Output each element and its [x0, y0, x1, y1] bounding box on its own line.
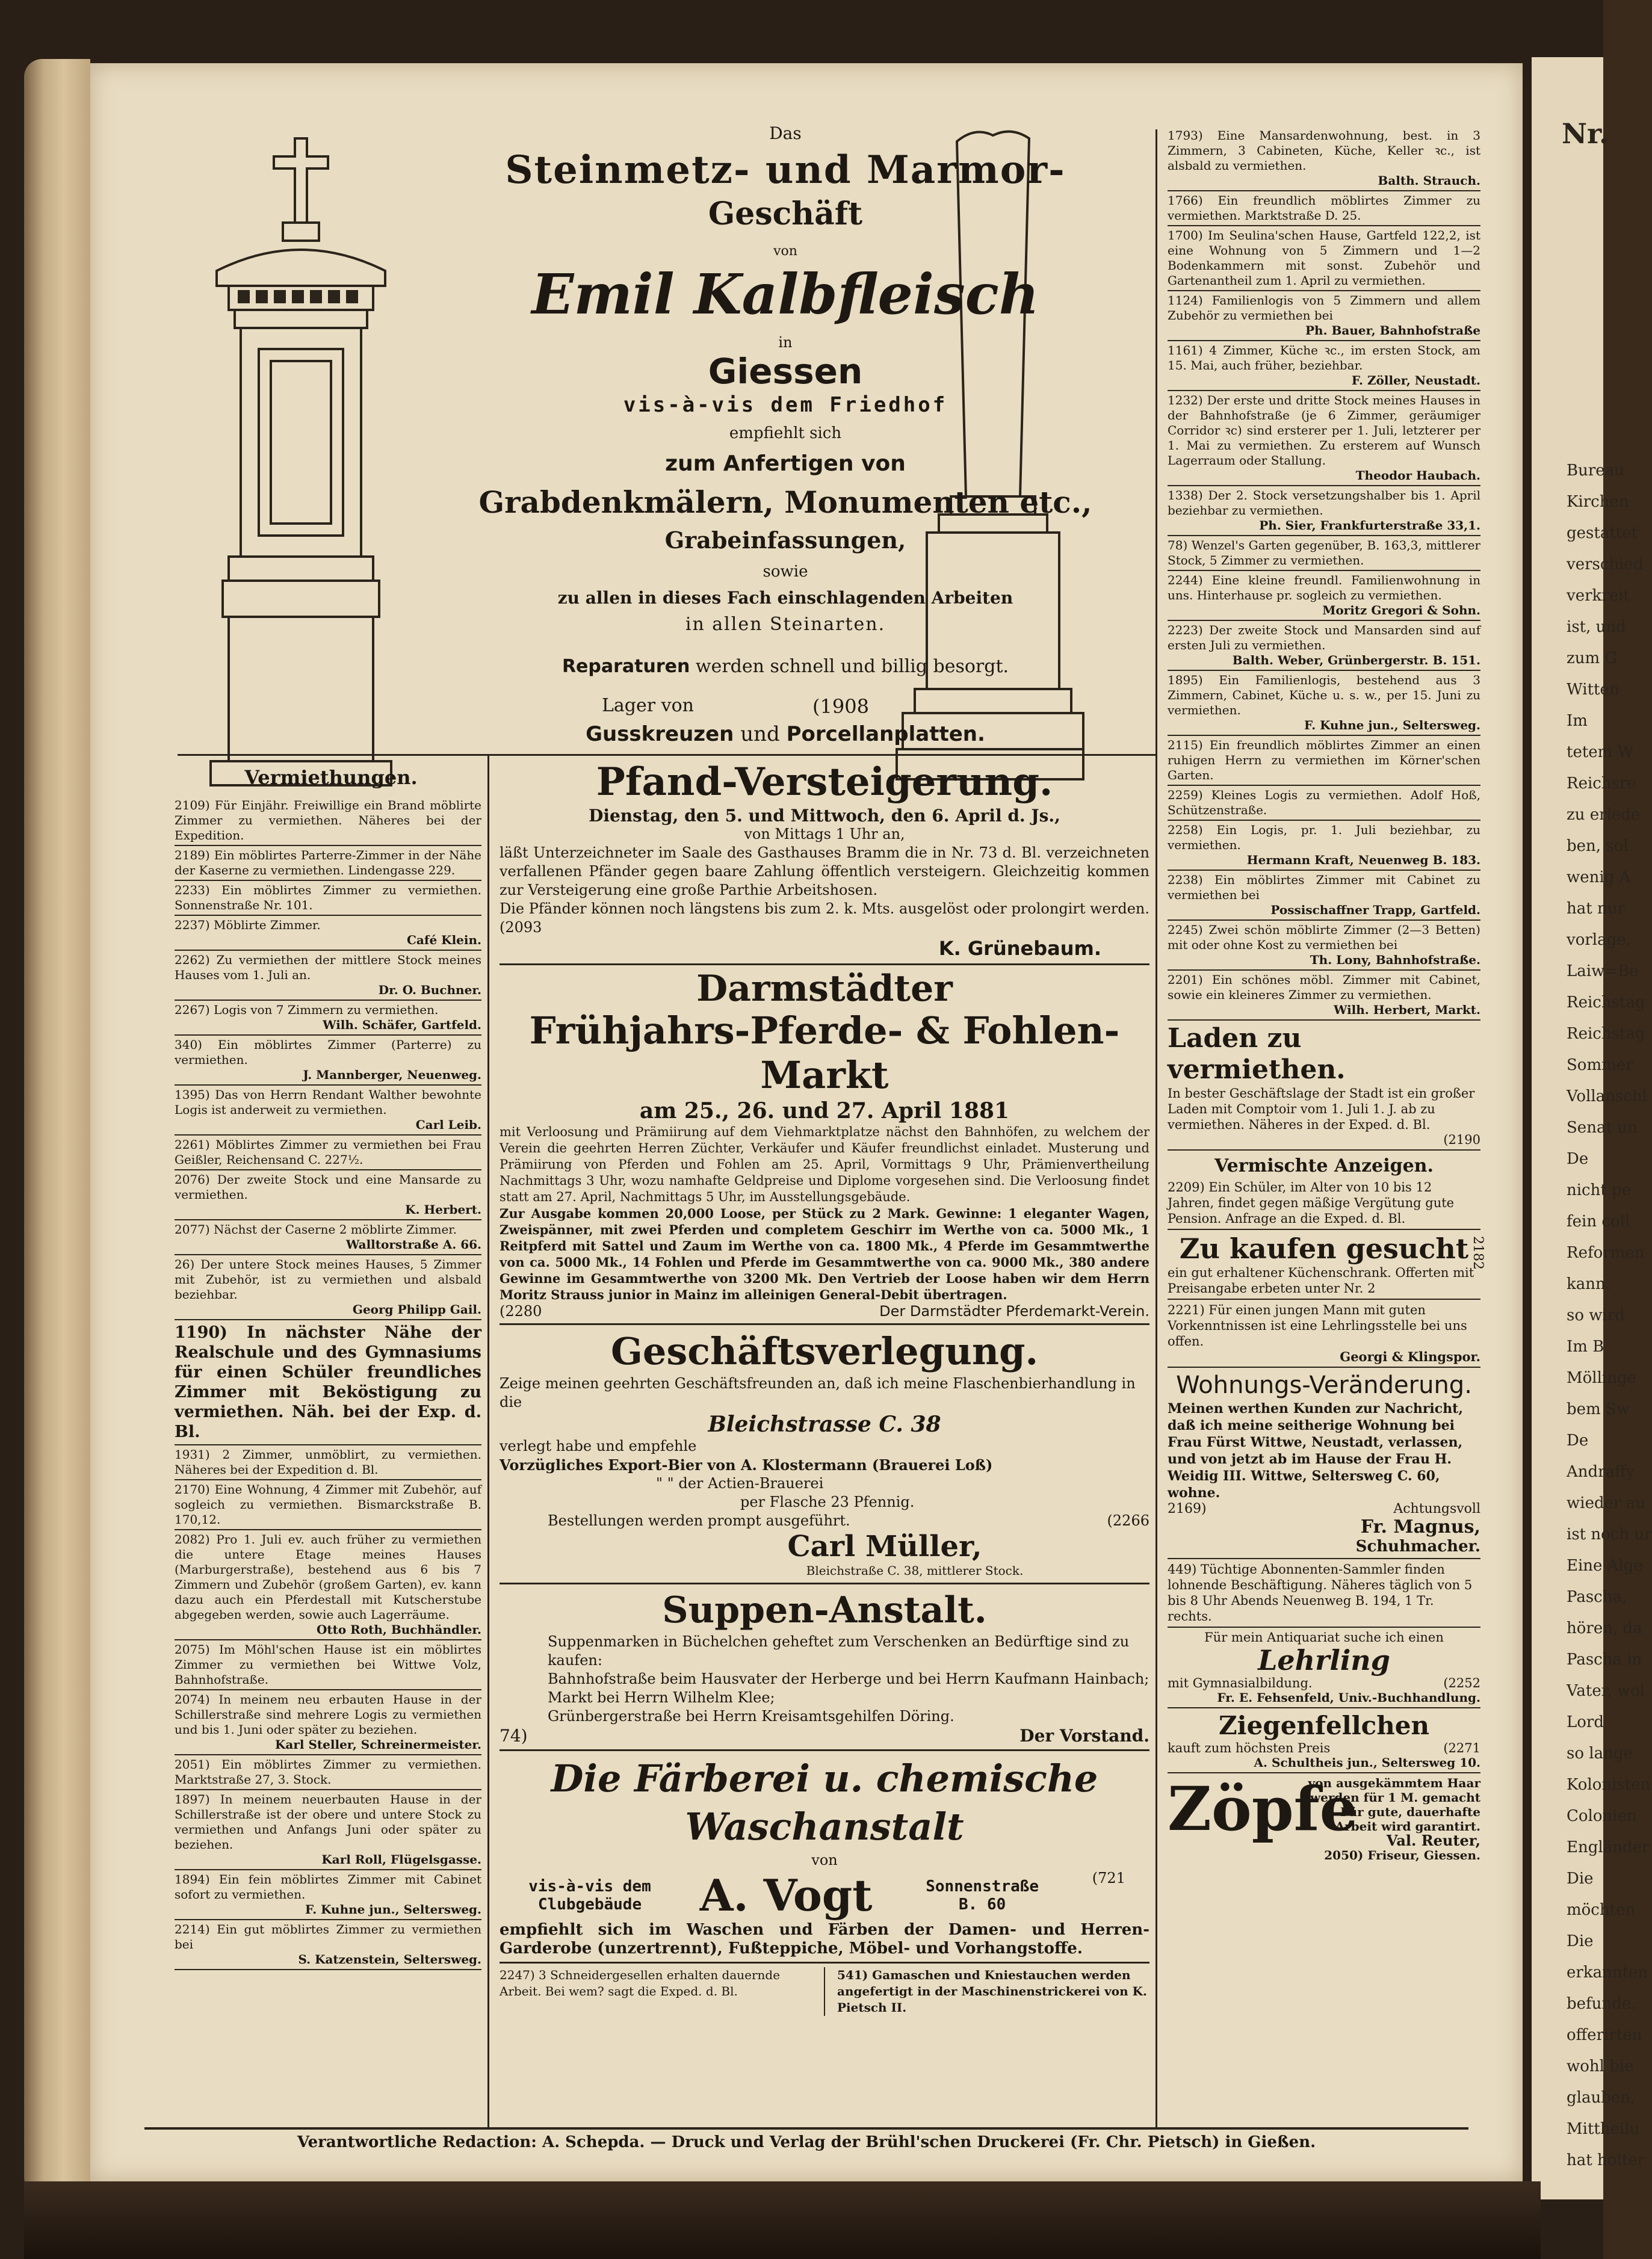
pfand-signature: K. Grünebaum.: [938, 937, 1101, 960]
vermiethungen-item-text: 2233) Ein möblirtes Zimmer zu vermiethen. Sonnenstraße Nr. 101.: [175, 883, 481, 912]
vermiethungen-item-signature: Georg Philipp Gail.: [352, 1302, 481, 1317]
vermiethungen-item-signature: J. Mannberger, Neuenweg.: [303, 1068, 481, 1082]
vermiethungen-item: [175, 1920, 481, 1970]
laden-number: (2190: [1443, 1133, 1480, 1147]
right-rental-item-text: 1766) Ein freundlich möblirtes Zimmer zu vermiethen. Marktstraße D. 25.: [1168, 193, 1480, 223]
ad-company-name: Emil Kalbfleisch: [531, 262, 1039, 327]
vermiethungen-item-signature: Walltorstraße A. 66.: [345, 1237, 481, 1252]
wohnungs-footer: [1168, 1501, 1480, 1516]
vermiethungen-item: [175, 1170, 481, 1220]
bottom-small-ads: [500, 1967, 1149, 2016]
markt-number: (2280: [500, 1303, 542, 1320]
ziegen-text: kauft zum höchsten Preis: [1168, 1741, 1331, 1755]
next-page-fragment: Möllinge: [1567, 1369, 1636, 1387]
vermiethungen-item: [175, 1255, 481, 1320]
ziegen-title: Ziegenfellchen: [1218, 1711, 1430, 1740]
right-rental-item-text: 2238) Ein möblirtes Zimmer mit Cabinet zu vermiethen bei: [1168, 873, 1480, 902]
next-page-fragment: ist, und: [1567, 618, 1626, 636]
next-page-fragment: Sommer: [1567, 1056, 1633, 1074]
next-page-fragment: tetem W: [1567, 743, 1634, 761]
ad-und: und: [740, 722, 780, 746]
geschaefts-l6: Bestellungen werden prompt ausgeführt.: [548, 1512, 850, 1529]
vermiethungen-item: [175, 1690, 481, 1755]
pfand-body2: [500, 900, 1149, 937]
faerberei-number: (721: [1092, 1870, 1125, 1887]
suppen-title: Suppen-Anstalt.: [662, 1589, 987, 1631]
pfand-time: von Mittags 1 Uhr an,: [744, 826, 905, 842]
next-page-fragment: Senat un: [1567, 1119, 1638, 1137]
pfand-number: (2093: [500, 919, 542, 936]
vermiethungen-item-text: 2077) Nächst der Caserne 2 möblirte Zimmer.: [175, 1222, 457, 1237]
lehrling-top: Für mein Antiquariat suche ich einen: [1204, 1630, 1444, 1645]
right-rental-item-signature: Ph. Sier, Frankfurterstraße 33,1.: [1259, 518, 1480, 533]
vermiethungen-item: [175, 1640, 481, 1690]
lehrling-signature: Fr. E. Fehsenfeld, Univ.-Buchhandlung.: [1217, 1690, 1480, 1705]
vermiethungen-item: [175, 1036, 481, 1086]
next-page-fragment: Mittheilu: [1567, 2120, 1640, 2138]
right-rental-item: [1168, 786, 1480, 821]
right-rental-item: [1168, 486, 1480, 536]
next-page-fragment: zum G: [1567, 649, 1618, 667]
vermiethungen-item-signature: Wilh. Schäfer, Gartfeld.: [323, 1018, 481, 1032]
geschaefts-l6-row: [500, 1512, 1149, 1530]
geschaefts-l4: " " der Actien-Brauerei: [656, 1475, 824, 1492]
ad-gusskreuzen-line: [439, 722, 1131, 746]
faerberei-row: [500, 1870, 1149, 1921]
faerberei-name: A. Vogt: [699, 1870, 873, 1921]
pfand-body: läßt Unterzeichneter im Saale des Gasthauses Bramm die in Nr. 73 d. Bl. verzeichneten verfallenen Pfänder gegen baare Zahlung öffentlich versteigern. Gleichzeitig kommen zur Versteigerung eine große Parthie Arbeitshosen.: [500, 844, 1149, 898]
next-page-fragment: zu erlede: [1567, 806, 1641, 824]
next-page-fragment: Kolonisten: [1567, 1776, 1651, 1794]
right-rental-item-text: 1793) Eine Mansardenwohnung, best. in 3 Zimmern, 3 Cabineten, Küche, Keller ꝛc., ist alsbald zu vermiethen.: [1168, 128, 1480, 173]
geschaefts-address: Bleichstrasse C. 38: [708, 1412, 941, 1437]
markt-body: mit Verloosung und Prämiirung auf dem Viehmarktplatze nächst den Bahnhöfen, zu welchem der Verein die geehrten Herren Züchter, Verkäufer und Käufer freundlichst einladet. Musterung und Prämiirung von Pferden und Fohlen am 25. April, Vormittags 9 Uhr, Prämienvertheilung Nachmittags 3 Uhr, wozu namhafte Geldpreise und Diplome vorgesehen sind. Die Verloosung findet statt am 27. April, Nachmittags 5 Uhr, im Ausstellungsgebäude.: [500, 1125, 1149, 1204]
right-rental-item-text: 1700) Im Seulina'schen Hause, Gartfeld 122,2, ist eine Wohnung von 5 Zimmern und 1—2 Bodenkammern mit sonst. Zubehör und Gartenantheil zum 1. April zu vermiethen.: [1168, 228, 1480, 288]
ziegen-ad: [1168, 1708, 1480, 1773]
wohnungs-ad: [1168, 1368, 1480, 1559]
vermiethungen-item-text: 1395) Das von Herrn Rendant Walther bewohnte Logis ist anderweit zu vermiethen.: [175, 1087, 481, 1117]
geschaefts-title: Geschäftsverlegung.: [610, 1329, 1039, 1373]
vermiethungen-list: [175, 796, 481, 1970]
markt-date: am 25., 26. und 27. April 1881: [639, 1098, 1010, 1123]
zoepfe-signature: Val. Reuter,: [1386, 1832, 1480, 1849]
right-rental-item-text: 1161) 4 Zimmer, Küche ꝛc., im ersten Stock, am 15. Mai, auch früher, beziehbar.: [1168, 343, 1480, 372]
right-rental-item: [1168, 621, 1480, 671]
zoepfe-l3: Für gute, dauerhafte: [1340, 1805, 1480, 1819]
next-page-fragment: De: [1567, 1432, 1589, 1450]
vermiethungen-item-text: 2076) Der zweite Stock und eine Mansarde zu vermiethen.: [175, 1172, 481, 1202]
right-rental-list: [1168, 126, 1485, 1865]
ziegen-signature: A. Schultheis jun., Seltersweg 10.: [1254, 1755, 1480, 1770]
vermiethungen-item: [175, 796, 481, 846]
column-rule-left: [487, 755, 489, 2127]
next-page-fragment: möchten: [1567, 1901, 1636, 1919]
markt-signature: Der Darmstädter Pferdemarkt-Verein.: [879, 1303, 1149, 1320]
zu-kaufen-side-number: 2182: [1470, 1236, 1485, 1270]
ad-in: in: [778, 334, 793, 351]
vermiethungen-item-text: 2237) Möblirte Zimmer.: [175, 918, 321, 932]
next-page-fragment: Pascha,: [1567, 1588, 1627, 1606]
next-page-fragment: Die: [1567, 1932, 1594, 1950]
ad-reparaturen: [439, 656, 1131, 677]
vermiethungen-item-signature: Karl Steller, Schreinermeister.: [275, 1737, 481, 1752]
next-page-fragment: ben, sol: [1567, 837, 1629, 855]
right-rental-item-signature: Balth. Weber, Grünbergerstr. B. 151.: [1232, 653, 1480, 667]
next-page-edge: [1532, 57, 1652, 2199]
right-rental-item-text: 2244) Eine kleine freundl. Familienwohnung in uns. Hinterhause pr. sogleich zu vermiethen.: [1168, 573, 1480, 602]
suppen-l4: Grünbergerstraße bei Herrn Kreisamtsgehilfen Döring.: [548, 1708, 954, 1725]
ad-number: (1908: [812, 695, 869, 718]
lehrling-ad: [1168, 1628, 1480, 1708]
ad-location: vis-à-vis dem Friedhof: [623, 393, 948, 417]
vermiethungen-item: [175, 1220, 481, 1255]
vermiethungen-item-text: 2189) Ein möblirtes Parterre-Zimmer in der Nähe der Kaserne zu vermiethen. Lindengasse 229.: [175, 848, 481, 877]
zu-kaufen-ad: [1168, 1230, 1485, 1300]
next-page-fragment: wieder au: [1567, 1494, 1645, 1512]
vermiethungen-item-signature: Café Klein.: [407, 933, 481, 947]
lehrstelle-signature: Georgi & Klingspor.: [1340, 1349, 1480, 1364]
right-rental-item-signature: Balth. Strauch.: [1378, 173, 1480, 188]
rule-4: [500, 1749, 1149, 1751]
markt-body2: Zur Ausgabe kommen 20,000 Loose, per Stück zu 2 Mark. Gewinne: 1 eleganter Wagen, Zweispänner, mit zwei Pferden und completem Geschirr im Werthe von ca. 5000 Mk., 1 Reitpferd mit Sattel und Zaum im Werthe von ca. 1800 Mk., 4 Pferde im Gesammtwerthe von ca. 5000 Mk., 14 Fohlen und Pferde im Gesammtwerthe von ca. 9000 Mk., 380 andere Gewinne im Gesammtwerthe von 3200 Mk. Den Vertrieb der Loose haben wir dem Herrn Moritz Strauss junior in Mainz im alleinigen General-Debit übertragen.: [500, 1206, 1149, 1302]
next-page-fragment: Engländer: [1567, 1838, 1650, 1856]
faerberei-body: empfiehlt sich im Waschen und Färben der Damen- und Herren-Garderobe (unzertrennt), Fußteppiche, Möbel- und Vorhangstoffe.: [500, 1921, 1149, 1958]
vermiethungen-item-text: 2261) Möblirtes Zimmer zu vermiethen bei Frau Geißler, Reichensand C. 227½.: [175, 1137, 481, 1167]
next-page-fragment: Reichstag: [1567, 1025, 1645, 1043]
vermiethungen-item: [175, 916, 481, 951]
ziegen-row: [1168, 1741, 1480, 1755]
top-ad-bottom-rule: [178, 754, 1155, 756]
ad-reparaturen-text: werden schnell und billig besorgt.: [695, 656, 1009, 677]
next-page-fragment: wenig A: [1567, 868, 1631, 886]
geschaefts-l3: Vorzügliches Export-Bier von A. Klostermann (Brauerei Loß): [500, 1456, 993, 1474]
right-rental-item: [1168, 291, 1480, 341]
ad-zum-anfertigen: zum Anfertigen von: [665, 451, 906, 476]
vermiethungen-item-signature: S. Katzenstein, Seltersweg.: [298, 1952, 481, 1967]
right-rental-item-text: 2258) Ein Logis, pr. 1. Juli beziehbar, zu vermiethen.: [1168, 823, 1480, 852]
next-page-fragment: bem Sw: [1567, 1400, 1630, 1418]
right-rental-item: [1168, 871, 1480, 921]
next-page-fragment: Die: [1567, 1870, 1594, 1888]
wohnungs-achtung: Achtungsvoll: [1393, 1501, 1480, 1516]
vermiethungen-item-text: 2214) Ein gut möblirtes Zimmer zu vermiethen bei: [175, 1922, 481, 1952]
vermiethungen-item: [175, 1086, 481, 1136]
right-rental-item-signature: Possischaffner Trapp, Gartfeld.: [1270, 903, 1480, 917]
ad-lager: Lager von: [602, 695, 694, 716]
pfand-date: Dienstag, den 5. und Mittwoch, den 6. April d. Js.,: [589, 806, 1060, 826]
next-page-fragment: kann.: [1567, 1275, 1611, 1293]
vermiethungen-item: [175, 1755, 481, 1790]
ad-sowie: sowie: [763, 563, 808, 581]
vermiethungen-item-signature: Carl Leib.: [415, 1117, 481, 1132]
right-rental-item-signature: Moritz Gregori & Sohn.: [1322, 603, 1480, 617]
right-rental-item-signature: Wilh. Herbert, Markt.: [1333, 1003, 1480, 1017]
laden-text: In bester Geschäftslage der Stadt ist ein großer Laden mit Comptoir vom 1. Juli 1. J. ab zu vermiethen. Näheres in der Exped. d. Bl.: [1168, 1086, 1475, 1132]
next-page-fragment: hat nur: [1567, 900, 1625, 918]
ad-zu-allen: zu allen in dieses Fach einschlagenden Arbeiten: [557, 588, 1013, 608]
ad-von: von: [773, 244, 797, 259]
next-page-fragment: so lange: [1567, 1744, 1633, 1763]
next-page-fragment: offerirten: [1567, 2026, 1642, 2044]
zu-kaufen-text: ein gut erhaltener Küchenschrank. Offerten mit Preisangabe erbeten unter Nr. 2: [1168, 1265, 1474, 1296]
vermischte-title: Vermischte Anzeigen.: [1214, 1155, 1434, 1176]
vermiethungen-item-text: 2051) Ein möblirtes Zimmer zu vermiethen. Marktstraße 27, 3. Stock.: [175, 1757, 481, 1787]
vermischte-ad: [1168, 1151, 1480, 1230]
next-page-fragment: hören, da: [1567, 1619, 1642, 1637]
next-page-fragment: fein coll: [1567, 1213, 1630, 1231]
vermiethungen-item-signature: Karl Roll, Flügelsgasse.: [321, 1852, 481, 1867]
right-rental-item-text: 2259) Kleines Logis zu vermiethen. Adolf Hoß, Schützenstraße.: [1168, 788, 1480, 817]
faerberei-title: Die Färberei u. chemische Waschanstalt: [551, 1757, 1098, 1849]
right-rental-item: [1168, 971, 1480, 1021]
vermiethungen-item-signature: Otto Roth, Buchhändler.: [316, 1622, 481, 1637]
markt-title1: Darmstädter: [696, 968, 953, 1010]
geschaefts-address2: Bleichstraße C. 38, mittlerer Stock.: [806, 1563, 1024, 1578]
ad-headline-line2: Geschäft: [708, 196, 863, 232]
vermiethungen-item-signature: F. Kuhne jun., Seltersweg.: [305, 1902, 481, 1917]
imprint-footer: Verantwortliche Redaction: A. Schepda. — Druck und Verlag der Brühl'schen Druckerei (Fr. Chr. Pietsch) in Gießen.: [297, 2133, 1316, 2151]
right-rental-item-text: 1895) Ein Familienlogis, bestehend aus 3 Zimmern, Cabinet, Küche u. s. w., per 15. Juni zu vermiethen.: [1168, 673, 1480, 717]
next-page-fragment: verkreit: [1567, 587, 1630, 605]
right-rental-item: [1168, 226, 1480, 291]
geschaefts-name: Carl Müller,: [787, 1530, 982, 1563]
next-page-fragment: Pascha in: [1567, 1651, 1642, 1669]
zoepfe-number: 2050) Friseur, Giessen.: [1324, 1848, 1480, 1862]
right-rental-item-text: 2245) Zwei schön möblirte Zimmer (2—3 Betten) mit oder ohne Kost zu vermiethen bei: [1168, 922, 1480, 952]
markt-footer: [500, 1303, 1149, 1320]
right-rental-item-signature: Th. Lony, Bahnhofstraße.: [1310, 953, 1480, 967]
ad-grabdenkmaeler: Grabdenkmälern, Monumenten etc.,: [478, 484, 1092, 520]
vermiethungen-item-text: 1894) Ein fein möblirtes Zimmer mit Cabinet sofort zu vermiethen.: [175, 1872, 481, 1902]
zoepfe-title: Zöpfe: [1168, 1773, 1358, 1844]
next-page-fragment: glauben,: [1567, 2089, 1636, 2107]
vermischte-text: 2209) Ein Schüler, im Alter von 10 bis 12 Jahren, findet gegen mäßige Vergütung gute Pension. Anfrage an die Exped. d. Bl.: [1168, 1180, 1455, 1226]
next-page-fragment: Reichstag: [1567, 994, 1645, 1012]
right-rental-item-text: 1338) Der 2. Stock versetzungshalber bis 1. April beziehbar zu vermiethen.: [1168, 488, 1480, 518]
column-rule-right: [1155, 129, 1157, 2127]
next-page-fragment: Eine Alge: [1567, 1557, 1643, 1575]
right-rental-item-signature: Ph. Bauer, Bahnhofstraße: [1305, 323, 1480, 338]
ad-grabeinfassungen: Grabeinfassungen,: [664, 527, 906, 554]
vermiethungen-item-signature: Dr. O. Buchner.: [378, 983, 481, 997]
right-rental-item-text: 2115) Ein freundlich möblirtes Zimmer an einen ruhigen Herrn zu vermiethen im Körner'schen Garten.: [1168, 738, 1480, 782]
next-page-fragment: Bureau: [1567, 462, 1624, 480]
vermiethungen-big-ad: 1190) In nächster Nähe der Realschule und des Gymnasiums für einen Schüler freundliches Zimmer mit Beköstigung zu vermiethen. Näh. bei der Exp. d. Bl.: [175, 1320, 481, 1445]
next-page-fragment: verschied: [1567, 555, 1644, 573]
ad-empfiehlt: empfiehlt sich: [729, 424, 842, 442]
right-rental-item-signature: Theodor Haubach.: [1355, 468, 1480, 483]
faerberei-right: Sonnenstraße B. 60: [926, 1877, 1039, 1914]
next-page-fragment: erkannten: [1567, 1964, 1648, 1982]
right-rental-item: [1168, 921, 1480, 971]
vermiethungen-title: Vermiethungen.: [244, 766, 418, 789]
suppen-signature: Der Vorstand.: [1019, 1726, 1149, 1746]
next-page-fragment: Colonien: [1567, 1807, 1637, 1825]
bottom-small-ad-1: 2247) 3 Schneidergesellen erhalten dauernde Arbeit. Bei wem? sagt die Exped. d. Bl.: [500, 1967, 825, 2016]
next-page-fragment: Andraffy: [1567, 1463, 1635, 1481]
wohnungs-number: 2169): [1168, 1501, 1207, 1516]
zoepfe-ad: [1168, 1773, 1480, 1865]
suppen-l2: Bahnhofstraße beim Hausvater der Herberge und bei Herrn Kaufmann Hainbach;: [548, 1670, 1149, 1687]
vermiethungen-item: [175, 1445, 481, 1480]
lehrstelle-ad: [1168, 1300, 1480, 1368]
right-rental-item: [1168, 821, 1480, 871]
footer-rule: [144, 2127, 1468, 2130]
wohnungs-text: Meinen werthen Kunden zur Nachricht, daß ich meine seitherige Wohnung bei Frau Fürst Wittwe, Neustadt, verlassen, und von jetzt ab im Hause der Frau H. Weidig III. Wittwe, Seltersweg C. 60, wohne.: [1168, 1401, 1464, 1501]
next-page-fragment: Reichsre: [1567, 774, 1636, 793]
zoepfe-l2: werden für 1 M. gemacht: [1310, 1790, 1480, 1805]
ad-reparaturen-bold: Reparaturen: [561, 656, 690, 677]
vermiethungen-item: [175, 1480, 481, 1530]
right-rental-item-text: 78) Wenzel's Garten gegenüber, B. 163,3, mittlerer Stock, 5 Zimmer zu vermiethen.: [1168, 538, 1480, 567]
faerberei-von: von: [811, 1852, 838, 1868]
ad-das: Das: [769, 123, 802, 143]
bottom-shadow: [24, 2181, 1541, 2259]
right-rental-item-signature: F. Kuhne jun., Seltersweg.: [1304, 718, 1480, 732]
vermiethungen-item: [175, 1870, 481, 1920]
book-edge: [24, 59, 90, 2195]
wohnungs-role: Schuhmacher.: [1355, 1537, 1480, 1556]
next-page-fragment: wohl bie: [1567, 2057, 1634, 2075]
next-page-fragment: Im B: [1567, 1338, 1604, 1356]
geschaefts-l5: per Flasche 23 Pfennig.: [740, 1494, 915, 1510]
vermiethungen-item: [175, 951, 481, 1001]
right-rental-item-text: 1124) Familienlogis von 5 Zimmern und allem Zubehör zu vermiethen bei: [1168, 293, 1480, 323]
faerberei-left: vis-à-vis dem Clubgebäude: [528, 1877, 651, 1914]
abonnenten-ad: 449) Tüchtige Abonnenten-Sammler finden lohnende Beschäftigung. Näheres täglich von 5 bis 8 Uhr Abends Neuenweg B. 194, 1 Tr. rechts.: [1168, 1559, 1480, 1628]
wohnungs-name: Fr. Magnus,: [1360, 1516, 1480, 1537]
vermiethungen-item: [175, 881, 481, 916]
next-page-fragment: gestattet: [1567, 524, 1638, 542]
middle-column: [500, 758, 1149, 2016]
vermiethungen-item-text: 2074) In meinem neu erbauten Hause in der Schillerstraße sind mehrere Logis zu vermiethen und bis 1. Juni oder später zu beziehen.: [175, 1692, 481, 1737]
vermiethungen-item: [175, 1530, 481, 1640]
right-rental-item: [1168, 536, 1480, 571]
vermiethungen-item-signature: K. Herbert.: [405, 1202, 481, 1217]
ziegen-number: (2271: [1443, 1741, 1480, 1755]
zoepfe-l1: von ausgekämmtem Haar: [1308, 1776, 1480, 1790]
ad-headline-line1: Steinmetz- und Marmor-: [505, 147, 1066, 193]
ad-gusskreuzen: Gusskreuzen: [586, 722, 734, 746]
next-page-fragment: so wird: [1567, 1306, 1625, 1324]
vermiethungen-item-text: 2267) Logis von 7 Zimmern zu vermiethen.: [175, 1003, 439, 1017]
pfand-title: Pfand-Versteigerung.: [596, 759, 1053, 805]
markt-title2: Frühjahrs-Pferde- & Fohlen-Markt: [529, 1009, 1120, 1097]
right-rental-item: [1168, 571, 1480, 621]
vermiethungen-item-text: 2262) Zu vermiethen der mittlere Stock meines Hauses vom 1. Juli an.: [175, 953, 481, 982]
vermiethungen-item-text: 1897) In meinem neuerbauten Hause in der Schillerstraße ist der obere und untere Stock zu vermiethen und Anfangs Juni oder später zu beziehen.: [175, 1792, 481, 1852]
ad-porcellan: Porcellanplatten.: [786, 722, 985, 746]
grave-monument-cross-illustration: [205, 132, 397, 812]
vermiethungen-item-text: 1931) 2 Zimmer, unmöblirt, zu vermiethen. Näheres bei der Expedition d. Bl.: [175, 1447, 481, 1477]
suppen-number: 74): [500, 1726, 528, 1746]
right-column: [1168, 126, 1485, 1865]
right-rental-item: [1168, 341, 1480, 391]
next-page-fragment: Witten: [1567, 681, 1620, 699]
rule-1: [500, 963, 1149, 965]
vermiethungen-item: [175, 1001, 481, 1036]
right-rental-item: [1168, 391, 1480, 486]
suppen-l3: Markt bei Herrn Wilhelm Klee;: [548, 1689, 775, 1706]
next-page-fragment: De: [1567, 1150, 1589, 1168]
suppen-l1: Suppenmarken in Büchelchen geheftet zum Verschenken an Bedürftige sind zu kaufen:: [548, 1633, 1130, 1669]
vermiethungen-item: [175, 1790, 481, 1870]
next-page-fragment: Reformen: [1567, 1244, 1645, 1262]
laden-title: Laden zu vermiethen.: [1168, 1023, 1346, 1085]
vermiethungen-item-text: 2109) Für Einjähr. Freiwillige ein Brand möblirte Zimmer zu vermiethen. Näheres bei der Expedition.: [175, 798, 481, 842]
next-page-fragment: ist noch ur: [1567, 1525, 1652, 1544]
right-rental-item: [1168, 736, 1480, 786]
right-rental-item-text: 1232) Der erste und dritte Stock meines Hauses in der Bahnhofstraße (je 6 Zimmer, geräumiger Corridor ꝛc) sind ersterer per 1. Juli, letzterer per 1. Mai zu vermiethen. Zu ersterem auf Wunsch Lagerraum oder Stallung.: [1168, 393, 1480, 468]
geschaefts-l2: verlegt habe und empfehle: [500, 1438, 697, 1454]
next-page-fragment: nicht pe: [1567, 1181, 1632, 1199]
zu-kaufen-title: Zu kaufen gesucht: [1179, 1232, 1469, 1265]
rule-3: [500, 1583, 1149, 1584]
lehrling-text: mit Gymnasialbildung.: [1168, 1676, 1313, 1690]
laden-ad: [1168, 1021, 1480, 1151]
next-page-fragment: Kirchen: [1567, 493, 1629, 511]
next-page-fragment: vorlage,: [1567, 931, 1631, 949]
next-page-fragment: hat holter: [1567, 2151, 1645, 2169]
right-rental-item-signature: Hermann Kraft, Neuenweg B. 183.: [1246, 853, 1480, 867]
lehrling-title: Lehrling: [1258, 1644, 1390, 1676]
zoepfe-l4: Arbeit wird garantirt.: [1335, 1819, 1480, 1834]
ad-city: Giessen: [708, 351, 863, 392]
next-page-fragment: Vater, wol: [1567, 1682, 1645, 1700]
geschaefts-number: (2266: [1107, 1512, 1149, 1529]
suppen-footer: [500, 1726, 1149, 1746]
right-rental-item: [1168, 126, 1480, 191]
vermiethungen-item-text: 2170) Eine Wohnung, 4 Zimmer mit Zubehör, auf sogleich zu vermiethen. Bismarckstraße B. 170,12.: [175, 1482, 481, 1527]
rule-2: [500, 1323, 1149, 1325]
vermiethungen-item: [175, 846, 481, 881]
ad-steinarten: in allen Steinarten.: [685, 614, 886, 635]
wohnungs-title: Wohnungs-Veränderung.: [1176, 1371, 1472, 1399]
geschaefts-l1: Zeige meinen geehrten Geschäftsfreunden an, daß ich meine Flaschenbierhandlung in die: [500, 1375, 1136, 1411]
vermiethungen-item-text: 2075) Im Möhl'schen Hause ist ein möblirtes Zimmer zu vermiethen bei Wittwe Volz, Bahnhofstraße.: [175, 1642, 481, 1687]
right-rental-item-signature: F. Zöller, Neustadt.: [1351, 373, 1480, 388]
next-page-fragment: Im: [1567, 712, 1588, 730]
right-rental-item-text: 2201) Ein schönes möbl. Zimmer mit Cabinet, sowie ein kleineres Zimmer zu vermiethen.: [1168, 972, 1480, 1002]
right-rental-item-text: 2223) Der zweite Stock und Mansarden sind auf ersten Juli zu vermiethen.: [1168, 623, 1480, 652]
zoepfe-lines: [1288, 1776, 1480, 1862]
lehrling-row: [1168, 1676, 1480, 1690]
lehrling-number: (2252: [1443, 1676, 1480, 1690]
bottom-small-ad-2: 541) Gamaschen und Kniestauchen werden angefertigt in der Maschinenstrickerei von K. Pietsch II.: [837, 1968, 1147, 2015]
lehrstelle-text: 2221) Für einen jungen Mann mit guten Vorkenntnissen ist eine Lehrlingsstelle bei uns offen.: [1168, 1303, 1467, 1349]
vermiethungen-item-text: 340) Ein möblirtes Zimmer (Parterre) zu vermiethen.: [175, 1037, 481, 1067]
newspaper-page: [90, 63, 1523, 2181]
next-page-fragment: Lord: [1567, 1713, 1604, 1731]
rule-5: [500, 1962, 1149, 1964]
vermiethungen-item-text: 2082) Pro 1. Juli ev. auch früher zu vermiethen die untere Etage meines Hauses (Marburgerstraße), bestehend aus 6 bis 7 Zimmern und Zubehör (großem Garten), ev. kann dazu auch ein Pferdestall mit Kutscherstube abgegeben werden, sowie auch Lagerräume.: [175, 1532, 481, 1622]
next-page-fragment: Nr.: [1562, 117, 1609, 150]
vermiethungen-item-text: 26) Der untere Stock meines Hauses, 5 Zimmer mit Zubehör, ist zu vermiethen und alsbald beziehbar.: [175, 1257, 481, 1302]
next-page-fragment: befunde.: [1567, 1995, 1636, 2013]
pfand-body2-text: Die Pfänder können noch längstens bis zum 2. k. Mts. ausgelöst oder prolongirt werden.: [500, 900, 1149, 917]
right-rental-item: [1168, 671, 1480, 736]
next-page-fragment: Vollanschl: [1567, 1087, 1647, 1105]
right-rental-item: [1168, 191, 1480, 226]
next-page-fragment: Laiw=Be: [1567, 962, 1639, 980]
vermiethungen-item: [175, 1136, 481, 1170]
